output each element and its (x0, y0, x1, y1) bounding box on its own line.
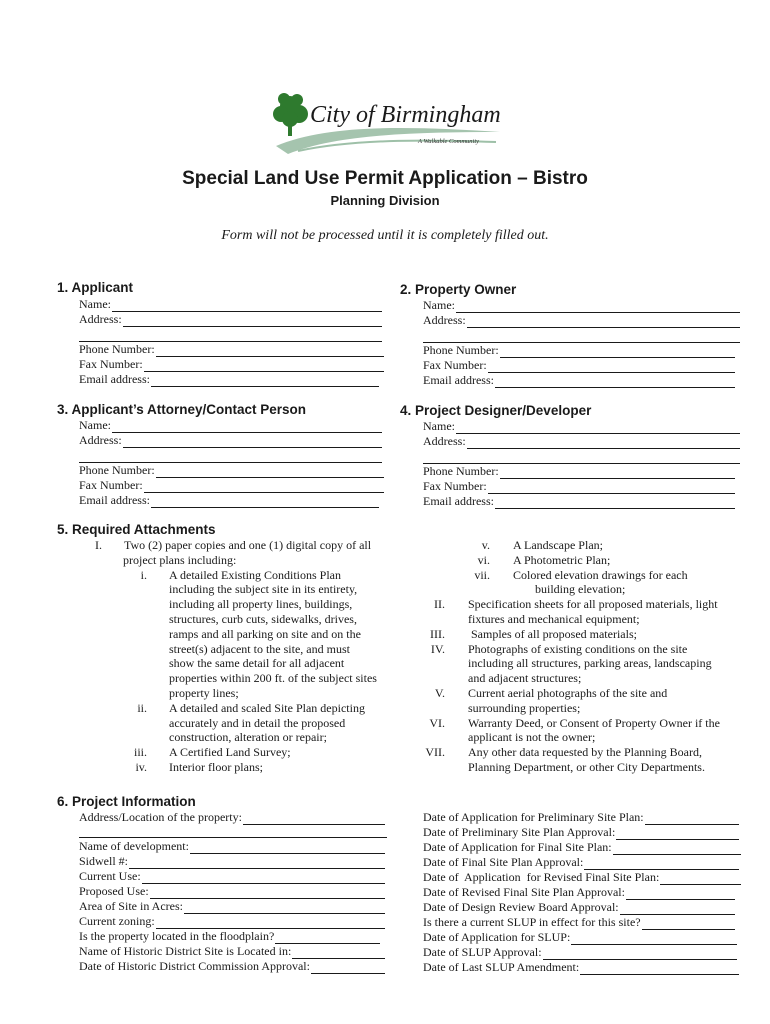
section-applicant-heading: 1. Applicant (57, 280, 134, 295)
field-label: Address: (79, 433, 122, 447)
item-line: Any other data requested by the Planning Board, (468, 745, 702, 760)
field-label: Address/Location of the property: (79, 810, 242, 824)
field-label: Current Use: (79, 869, 141, 883)
item-line: and adjacent structures; (468, 671, 582, 686)
site-area-field[interactable] (79, 899, 385, 914)
item-number: i. (140, 567, 147, 582)
item-number: I. (95, 538, 102, 552)
field-label: Name: (79, 297, 111, 311)
item-text (445, 686, 760, 716)
item-line: construction, alteration or repair; (169, 730, 327, 745)
field-label: Date of Last SLUP Amendment: (423, 960, 580, 974)
field-label: Phone Number: (79, 342, 155, 356)
attorney-name-field[interactable] (79, 418, 382, 433)
field-label: Phone Number: (423, 343, 499, 357)
list-item (400, 627, 760, 642)
attachments-right-column (400, 538, 760, 775)
attorney-fax-field[interactable] (79, 478, 384, 493)
list-item (60, 701, 390, 745)
section-project-heading: 6. Project Information (57, 794, 196, 809)
field-label: Date of SLUP Approval: (423, 945, 542, 959)
item-number: iv. (135, 759, 147, 774)
item-line: show the same detail for all adjacent (169, 656, 345, 671)
item-number: v. (481, 538, 490, 552)
project-address-field[interactable] (79, 810, 385, 825)
list-item (400, 597, 760, 627)
design-review-approval-field[interactable] (423, 900, 735, 915)
item-text (147, 701, 390, 745)
owner-phone-field[interactable] (423, 343, 735, 358)
field-label: Email address: (79, 372, 150, 386)
page-subtitle: Planning Division (330, 193, 440, 208)
field-label: Fax Number: (423, 479, 487, 493)
development-name-field[interactable] (79, 839, 385, 854)
list-item (60, 538, 390, 568)
historic-district-field[interactable] (79, 944, 385, 959)
field-label: Date of Application for Final Site Plan: (423, 840, 612, 854)
current-use-field[interactable] (79, 869, 385, 884)
field-label: Address: (423, 434, 466, 448)
item-line: street(s) adjacent to the site, and must (169, 641, 350, 656)
attachments-left-column (60, 538, 390, 775)
sidwell-field[interactable] (79, 854, 385, 869)
proposed-use-field[interactable] (79, 884, 385, 899)
item-line: including all structures, parking areas, landscaping (468, 656, 712, 671)
field-label: Current zoning: (79, 914, 155, 928)
item-line: property lines; (169, 685, 239, 700)
item-text (445, 642, 760, 686)
item-number: vi. (477, 552, 490, 567)
item-number: VI. (429, 715, 445, 730)
field-label: Date of Preliminary Site Plan Approval: (423, 825, 616, 839)
prelim-site-plan-approval-field[interactable] (423, 825, 739, 840)
list-item (400, 642, 760, 686)
list-item (60, 568, 390, 701)
current-zoning-field[interactable] (79, 914, 385, 929)
item-line: including the subject site in its entirety, (169, 582, 358, 597)
item-text (102, 538, 390, 568)
applicant-fax-field[interactable] (79, 357, 384, 372)
slup-application-field[interactable] (423, 930, 737, 945)
item-line: Current aerial photographs of the site and (468, 685, 668, 700)
designer-address-field[interactable] (423, 434, 740, 449)
item-line: project plans including: (123, 552, 237, 567)
list-item (400, 716, 760, 746)
item-number: IV. (430, 641, 445, 656)
item-text (445, 716, 760, 746)
page-title: Special Land Use Permit Application – Bistro (182, 168, 588, 189)
item-number: vii. (474, 567, 490, 582)
field-label: Address: (423, 313, 466, 327)
designer-phone-field[interactable] (423, 464, 735, 479)
field-label: Fax Number: (79, 478, 143, 492)
field-label: Name: (423, 298, 455, 312)
item-text: A Landscape Plan; (513, 538, 603, 552)
list-item (400, 553, 760, 568)
item-line: Colored elevation drawings for each (513, 567, 688, 582)
field-label: Name: (423, 419, 455, 433)
final-site-plan-approval-field[interactable] (423, 855, 739, 870)
last-slup-amendment-field[interactable] (423, 960, 739, 975)
item-line: surrounding properties; (468, 700, 581, 715)
item-line: fixtures and mechanical equipment; (468, 611, 640, 626)
item-text: A Photometric Plan; (513, 552, 611, 567)
field-label: Email address: (423, 373, 494, 387)
item-text: Interior floor plans; (169, 759, 263, 774)
field-label: Is the property located in the floodplain? (79, 929, 275, 943)
item-line: Two (2) paper copies and one (1) digital copy of all (124, 538, 372, 552)
field-label: Date of Final Site Plan Approval: (423, 855, 584, 869)
item-number: V. (434, 685, 445, 700)
item-line: structures, curb cuts, sidewalks, drives, (169, 611, 357, 626)
item-line: Planning Department, or other City Departments. (468, 759, 705, 774)
list-item (400, 745, 760, 775)
designer-email-field[interactable] (423, 494, 735, 509)
field-label: Date of Application for Revised Final Site Plan: (423, 870, 660, 884)
item-number: VII. (425, 745, 445, 760)
current-slup-field[interactable] (423, 915, 735, 930)
list-item (60, 745, 390, 760)
item-line: Photographs of existing conditions on the site (468, 641, 688, 656)
item-number: iii. (133, 745, 147, 760)
field-label: Phone Number: (79, 463, 155, 477)
field-label: Area of Site in Acres: (79, 899, 183, 913)
field-label: Name of Historic District Site is Located in: (79, 944, 292, 958)
attorney-address-field[interactable] (79, 433, 382, 448)
floodplain-field[interactable] (79, 929, 380, 944)
section-attachments-heading: 5. Required Attachments (57, 522, 216, 537)
item-line: including all property lines, buildings, (169, 597, 353, 612)
designer-fax-field[interactable] (423, 479, 735, 494)
section-owner-heading: 2. Property Owner (400, 282, 517, 297)
revised-final-approval-field[interactable] (423, 885, 735, 900)
item-line: applicant is not the owner; (468, 730, 596, 745)
owner-email-field[interactable] (423, 373, 735, 388)
field-label: Name: (79, 418, 111, 432)
field-label: Date of Application for SLUP: (423, 930, 571, 944)
item-text: Samples of all proposed materials; (468, 626, 637, 641)
field-label: Date of Historic District Commission Approval: (79, 959, 310, 973)
field-label: Date of Application for Preliminary Site Plan: (423, 810, 644, 824)
city-logo (268, 88, 508, 163)
field-label: Name of development: (79, 839, 189, 853)
item-text (490, 568, 760, 598)
item-number: ii. (137, 700, 147, 715)
revised-final-application-field[interactable] (423, 870, 741, 885)
historic-approval-date-field[interactable] (79, 959, 385, 974)
section-designer-heading: 4. Project Designer/Developer (400, 403, 592, 418)
item-number: III. (430, 626, 445, 641)
field-label: Sidwell #: (79, 854, 129, 868)
field-label: Email address: (423, 494, 494, 508)
list-item (400, 686, 760, 716)
field-label: Is there a current SLUP in effect for this site? (423, 915, 641, 929)
logo-tagline: A Walkable Community (418, 138, 480, 145)
list-item (400, 568, 760, 598)
final-site-plan-application-field[interactable] (423, 840, 741, 855)
list-item (60, 760, 390, 775)
item-line: Specification sheets for all proposed materials, light (468, 597, 718, 612)
owner-fax-field[interactable] (423, 358, 735, 373)
field-label: Date of Design Review Board Approval: (423, 900, 619, 914)
form-notice: Form will not be processed until it is completely filled out. (221, 228, 549, 243)
owner-name-field[interactable] (423, 298, 740, 313)
field-label: Email address: (79, 493, 150, 507)
item-number: II. (434, 597, 445, 612)
field-label: Date of Revised Final Site Plan Approval: (423, 885, 625, 899)
applicant-address-field[interactable] (79, 312, 382, 327)
item-line: A detailed and scaled Site Plan depicting (169, 700, 365, 715)
item-text (445, 745, 760, 775)
prelim-site-plan-application-field[interactable] (423, 810, 739, 825)
item-line: A detailed Existing Conditions Plan (169, 567, 341, 582)
item-line: accurately and in detail the proposed (169, 715, 346, 730)
item-line: ramps and all parking on site and on the (169, 626, 361, 641)
project-address-line-2[interactable] (79, 836, 387, 838)
item-text (147, 568, 390, 701)
field-label: Fax Number: (423, 358, 487, 372)
field-label: Proposed Use: (79, 884, 149, 898)
attorney-email-field[interactable] (79, 493, 379, 508)
list-item (400, 538, 760, 553)
logo-name: City of Birmingham (310, 102, 501, 128)
slup-approval-field[interactable] (423, 945, 737, 960)
item-text: A Certified Land Survey; (169, 745, 291, 760)
field-label: Address: (79, 312, 122, 326)
item-text (445, 597, 760, 627)
applicant-email-field[interactable] (79, 372, 379, 387)
item-line: building elevation; (535, 582, 626, 597)
designer-name-field[interactable] (423, 419, 740, 434)
field-label: Phone Number: (423, 464, 499, 478)
field-label: Fax Number: (79, 357, 143, 371)
item-line: properties within 200 ft. of the subject sites (169, 671, 377, 686)
item-line: Warranty Deed, or Consent of Property Owner if the (468, 715, 720, 730)
section-attorney-heading: 3. Applicant’s Attorney/Contact Person (57, 402, 307, 417)
applicant-name-field[interactable] (79, 297, 382, 312)
attorney-phone-field[interactable] (79, 463, 384, 478)
applicant-phone-field[interactable] (79, 342, 384, 357)
owner-address-field[interactable] (423, 313, 740, 328)
